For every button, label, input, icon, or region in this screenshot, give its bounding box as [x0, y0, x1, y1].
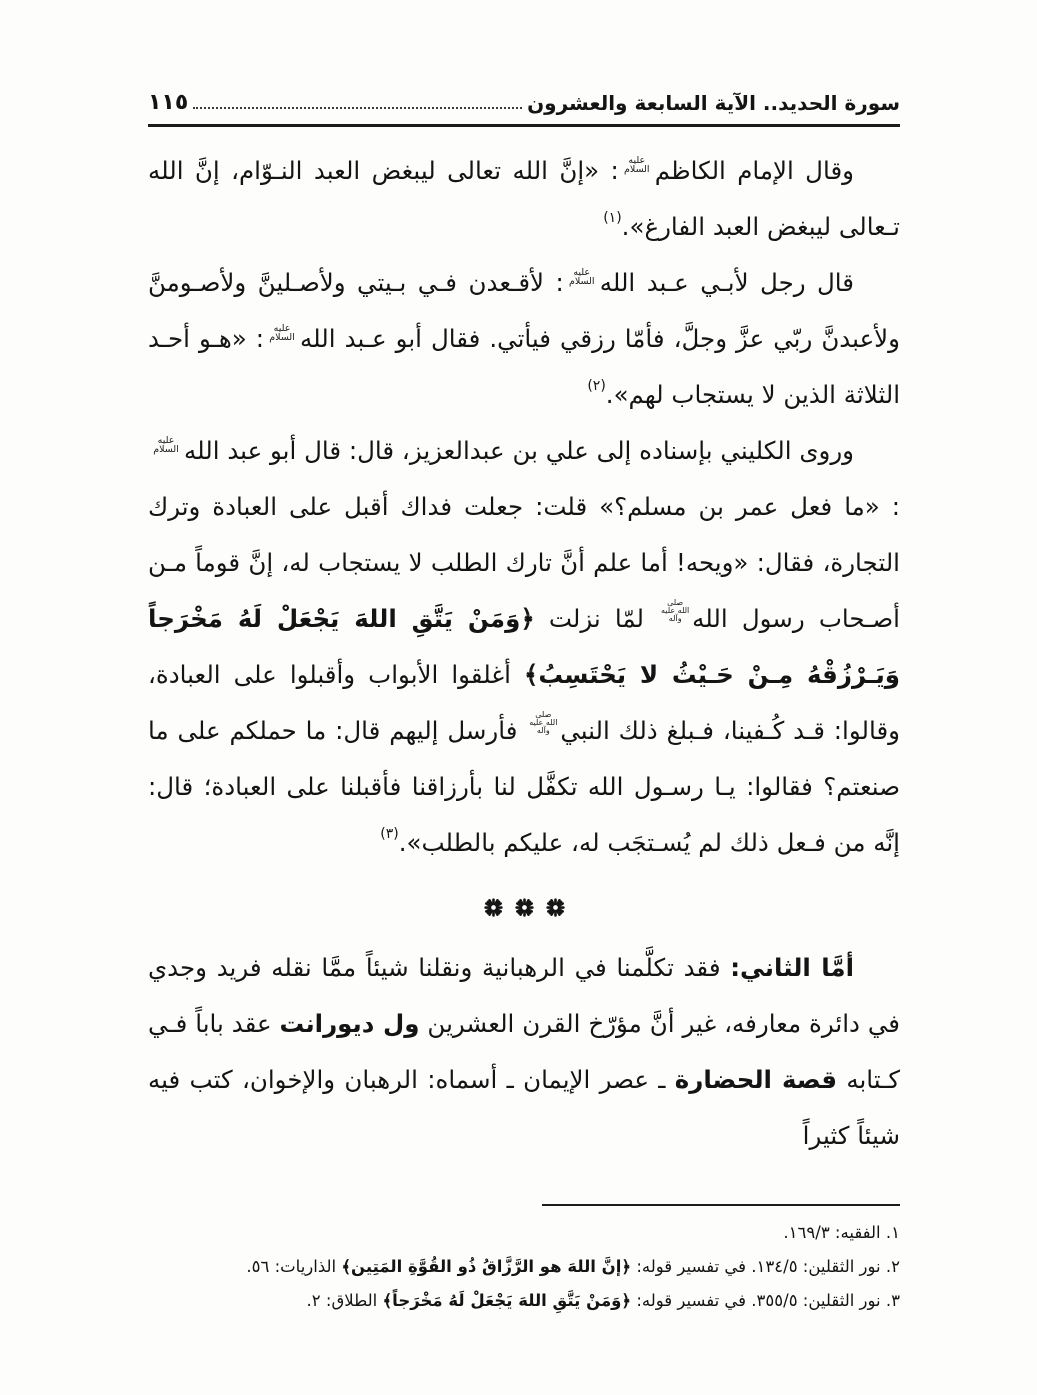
footnote-verse: ﴿وَمَنْ يَتَّقِ اللهَ يَجْعَلْ لَهُ مَخْرَجاً﴾ — [382, 1291, 632, 1310]
page-content — [148, 90, 900, 1318]
footnote-item — [148, 1216, 900, 1250]
header-rule — [148, 124, 900, 127]
footnote-item — [148, 1284, 900, 1318]
footnote-reference: (٢) — [587, 378, 606, 394]
alayhi-salam-honorific-icon: عليه السلام — [624, 155, 650, 175]
section-divider — [148, 897, 900, 918]
flower-asterisk-icon — [514, 897, 535, 918]
footnote-rule — [542, 1204, 900, 1206]
alayhi-salam-honorific-icon: عليه السلام — [269, 323, 295, 343]
salla-allah-honorific-icon: صلى الله عليه وآله — [661, 598, 690, 623]
text-run: : لأقـعدن فـي بـيتي ولأصـلينَّ ولأصـومنَّ ولأعبدنَّ ربّي عزَّ وجلَّ، فأمّا رزقي فيأتي. فقال أبو عـبد الله — [148, 268, 900, 353]
bold-lead-run: أمَّا الثاني: — [730, 953, 854, 982]
footnote-text: الذاريات: ٥٦. — [246, 1257, 342, 1276]
text-run: وقال الإمام الكاظم — [654, 156, 854, 185]
text-run: قال رجل لأبـي عـبد الله — [599, 268, 854, 297]
footnote-text: ٣. نور الثقلين: ٣٥٥/٥. في تفسير قوله: — [631, 1291, 900, 1310]
body-text-second-section — [148, 940, 900, 1164]
footnote-verse: ﴿إنَّ اللهَ هو الرَّزَّاقُ ذُو القُوَّةِ المَتِين﴾ — [341, 1257, 632, 1276]
footnote-item — [148, 1250, 900, 1284]
alayhi-salam-honorific-icon: عليه السلام — [153, 435, 179, 455]
footnote-reference: (١) — [603, 210, 622, 226]
salla-allah-honorific-icon: صلى الله عليه وآله — [529, 710, 558, 735]
text-run: فأرسل إليهم قال: ما حملكم على ما صنعتم؟ فقالوا: يـا رسـول الله تكفَّل لنا بأرزاقنا فأقبلنا على العبادة؛ قال: إنَّه من فـعل ذلك لم يُسـتجَب له، عليكم بالطلب». — [148, 716, 900, 857]
footnote-reference: (٣) — [380, 826, 399, 842]
text-run: فقد تكلَّمنا في الرهبانية ونقلنا شيئاً ممَّا نقله فريد وجدي في دائرة معارفه، غير أنَّ مؤرّخ القرن العشرين — [148, 953, 900, 1038]
text-run: : «ما فعل عمر بن مسلم؟» قلت: جعلت فداك أقبل على العبادة وترك التجارة، فقال: «ويحه! أما علم أنَّ تارك الطلب لا يستجاب له، إنَّ قوماً مـن أصـحاب رسول الله — [148, 492, 900, 633]
text-run: وروى الكليني بإسناده إلى علي بن عبدالعزيز، قال: قال أبو عبد الله — [184, 436, 854, 465]
text-run: : «هـو أحـد الثلاثة الذين لا يستجاب لهم». — [148, 324, 900, 409]
text-run: : «إنَّ الله تعالى ليبغض العبد النـوّام، إنَّ الله تـعالى ليبغض العبد الفارغ». — [148, 156, 900, 241]
page-header — [148, 90, 900, 115]
quran-verse: ﴿وَمَنْ يَتَّقِ اللهَ يَجْعَلْ لَهُ مَخْرَجاً وَيَـرْزُقْهُ مِـنْ حَـيْثُ لا يَحْتَسِبُ﴾ — [148, 604, 901, 689]
dotted-leader — [193, 106, 522, 109]
bold-name-run: ول ديورانت — [279, 1009, 420, 1038]
alayhi-salam-honorific-icon: عليه السلام — [568, 267, 595, 287]
paragraph — [148, 143, 900, 255]
text-run: أغلقوا الأبواب وأقبلوا على العبادة، وقالوا: قـد كُـفينا، فـبلغ ذلك النبي — [148, 660, 900, 745]
flower-asterisk-icon — [483, 897, 504, 918]
paragraph — [148, 255, 900, 423]
running-title: سورة الحديد.. الآية السابعة والعشرون — [527, 91, 900, 115]
paragraph — [148, 940, 900, 1164]
footnote-text: ١. الفقيه: ١٦٩/٣. — [783, 1223, 900, 1242]
page-number: ١١٥ — [148, 90, 189, 115]
footnote-block — [148, 1204, 900, 1318]
paragraph — [148, 423, 900, 871]
text-run: ـ عصر الإيمان ـ أسماه: الرهبان والإخوان، كتب فيه شيئاً كثيراً — [148, 1065, 900, 1150]
footnote-text: الطلاق: ٢. — [306, 1291, 383, 1310]
body-text — [148, 143, 900, 871]
flower-asterisk-icon — [545, 897, 566, 918]
text-run: لمّا نزلت — [534, 604, 659, 633]
bold-booktitle-run: قصة الحضارة — [674, 1065, 838, 1094]
footnote-text: ٢. نور الثقلين: ١٣٤/٥. في تفسير قوله: — [631, 1257, 900, 1276]
footnote-list — [148, 1216, 900, 1318]
text-run: عقد باباً فـي كـتابه — [148, 1009, 900, 1094]
